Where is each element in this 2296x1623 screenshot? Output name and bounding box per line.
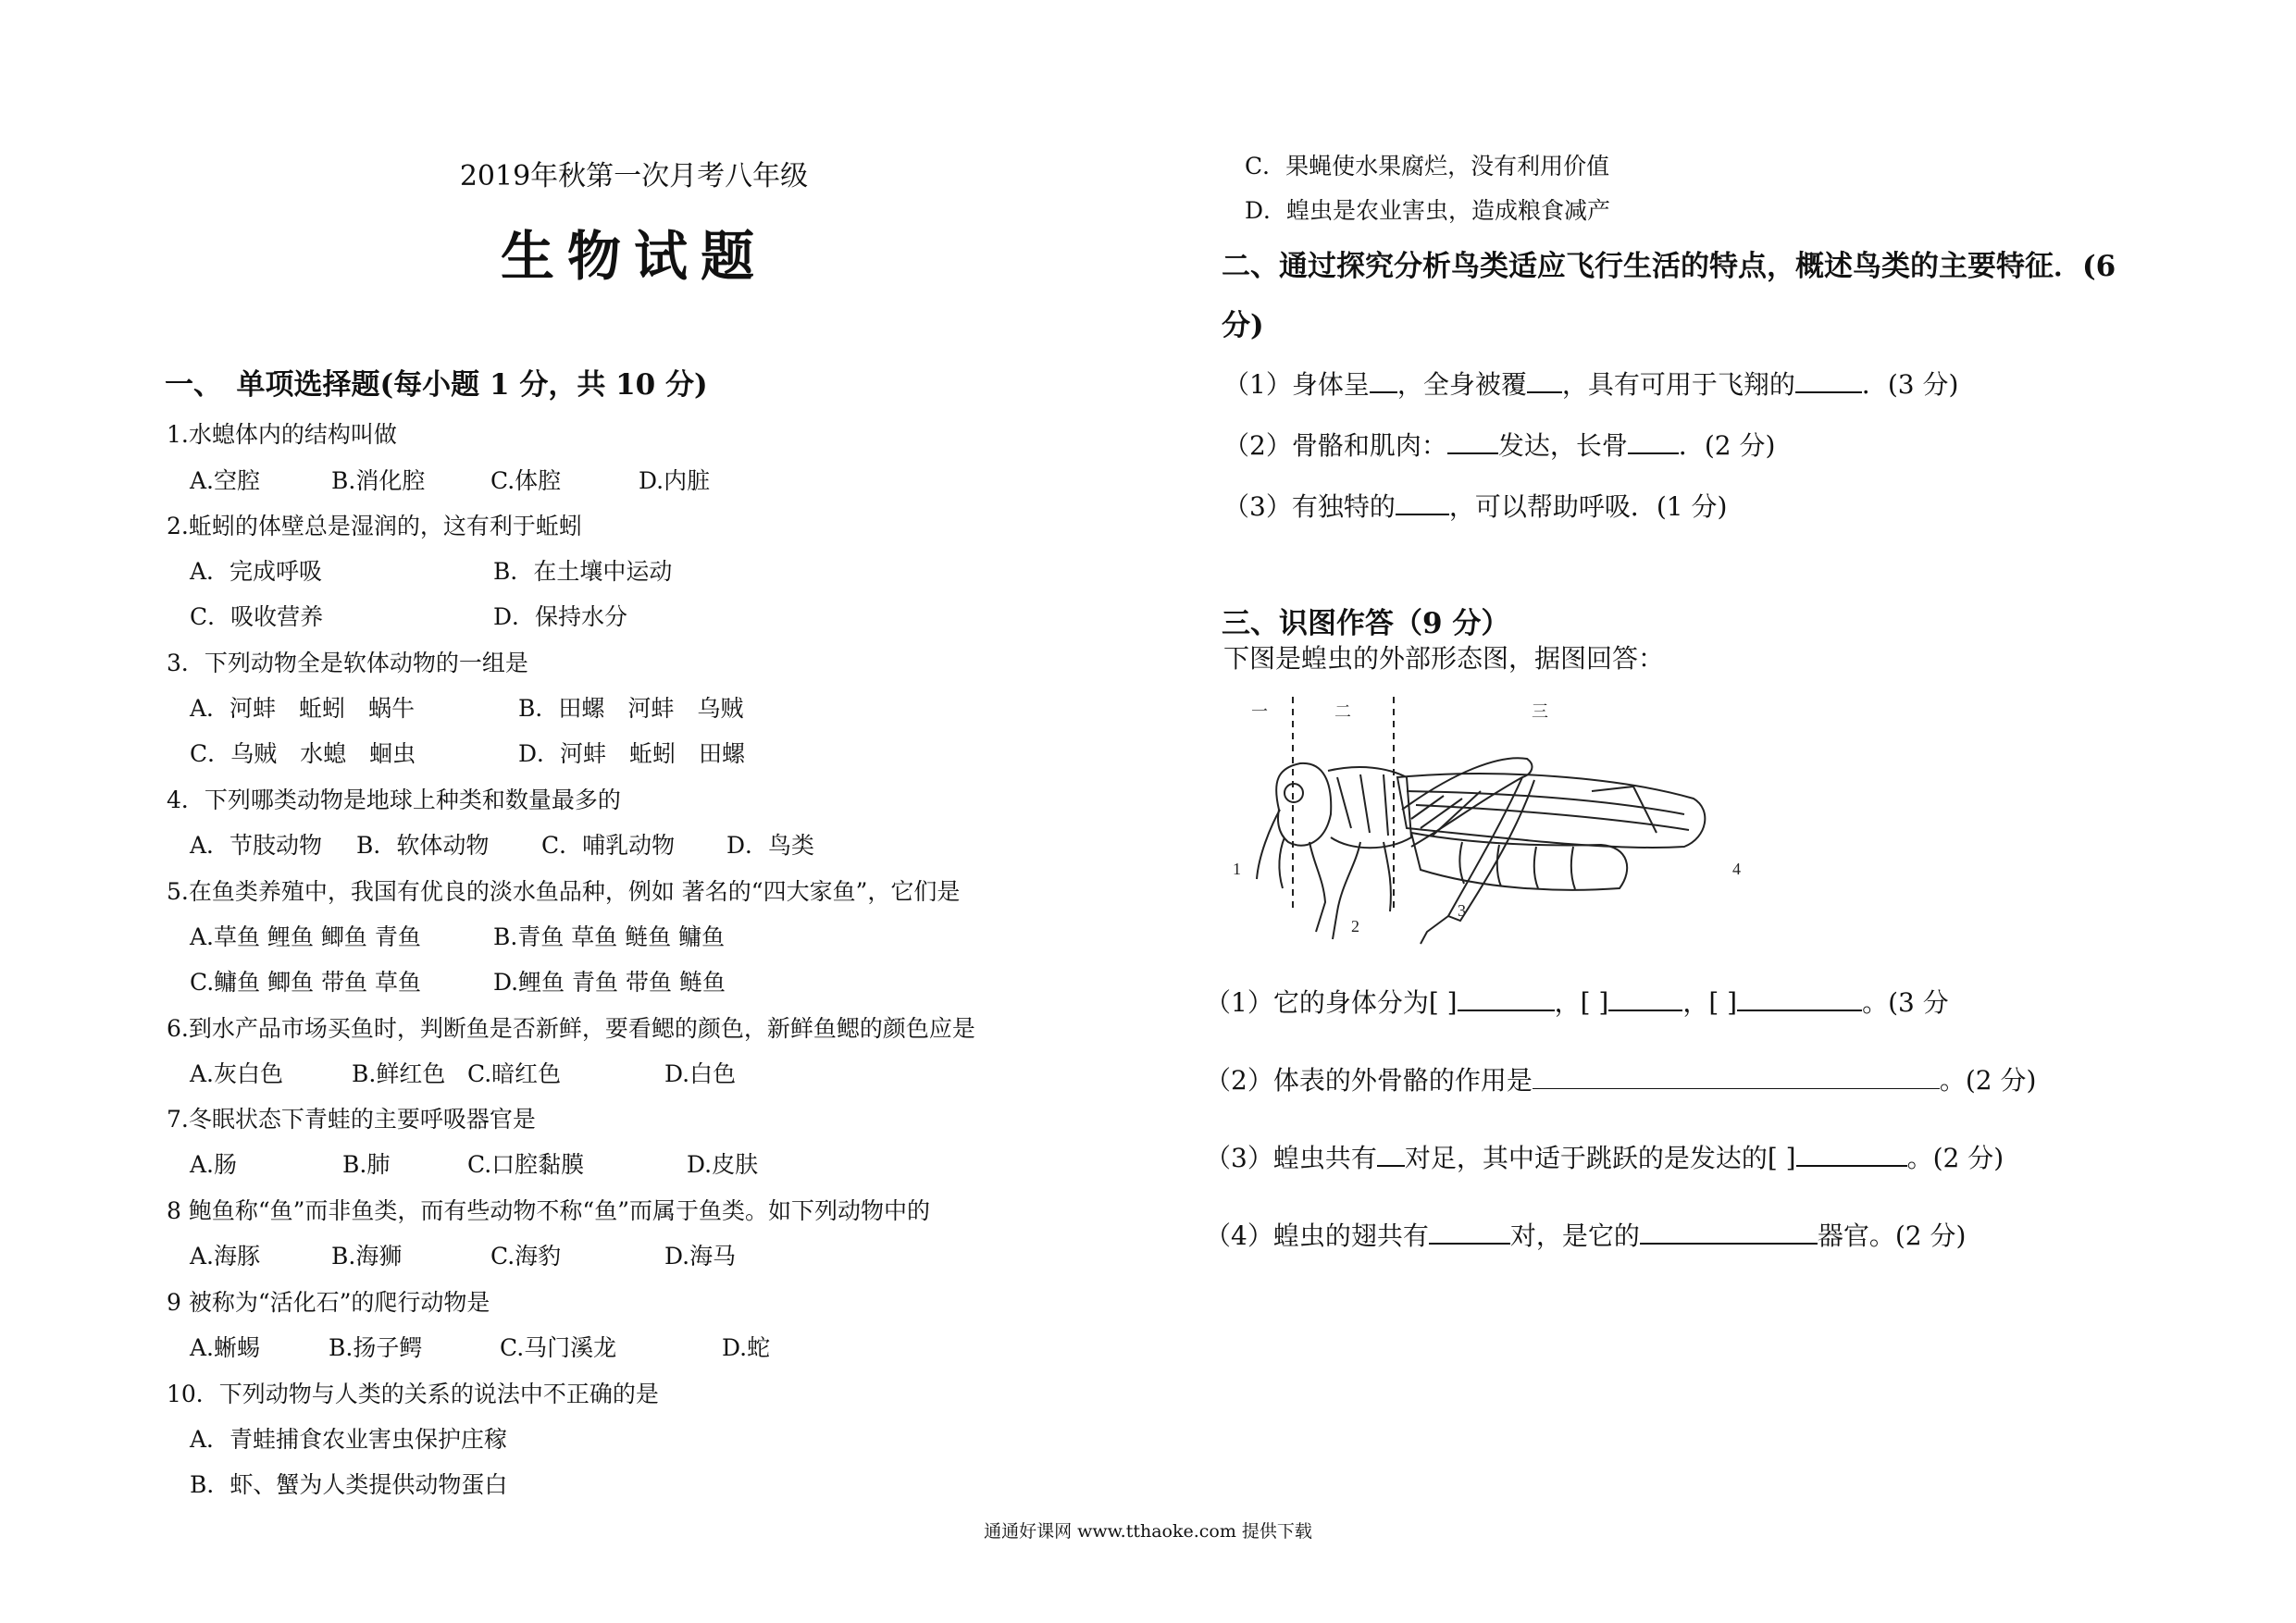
question-2-stem: 2.蚯蚓的体壁总是湿润的，这有利于蚯蚓: [167, 513, 582, 539]
question-6-stem: 6.到水产品市场买鱼时，判断鱼是否新鲜，要看鳃的颜色，新鲜鱼鳃的颜色应是: [167, 1015, 975, 1042]
diagram-label-1: 1: [1233, 860, 1241, 878]
exam-title: 生物试题: [500, 225, 767, 288]
answer-blank[interactable]: [1796, 1141, 1907, 1167]
answer-blank[interactable]: [1458, 985, 1555, 1011]
question-5-stem: 5.在鱼类养殖中，我国有优良的淡水鱼品种，例如 著名的“四大家鱼”，它们是: [167, 878, 961, 905]
q8-option-d: D.海马: [664, 1243, 737, 1270]
section-two-heading-continued: 分): [1222, 309, 1264, 342]
question-7-stem: 7.冬眠状态下青蛙的主要呼吸器官是: [167, 1106, 536, 1133]
section-three-question-3: （3）蝗虫共有 对足，其中适于跳跃的是发达的[ ] 。(2 分): [1205, 1143, 2004, 1173]
diagram-part-three-label: 三: [1532, 702, 1548, 721]
answer-blank[interactable]: [1628, 428, 1679, 454]
answer-blank[interactable]: [1370, 367, 1397, 393]
q5-option-c: C.鳙鱼 鲫鱼 带鱼 草鱼: [190, 969, 422, 996]
q7-option-d: D.皮肤: [687, 1151, 759, 1178]
q6-option-a: A.灰白色: [190, 1060, 284, 1087]
diagram-label-3: 3: [1458, 901, 1466, 920]
q3-option-d: D．河蚌 蚯蚓 田螺: [518, 740, 746, 767]
q6-option-d: D.白色: [664, 1060, 737, 1087]
question-10-stem: 10．下列动物与人类的关系的说法中不正确的是: [167, 1381, 659, 1407]
q1-option-d: D.内脏: [639, 467, 711, 494]
q10-option-d: D．蝗虫是农业害虫，造成粮食减产: [1245, 197, 1611, 224]
q2-option-d: D．保持水分: [493, 603, 628, 630]
diagram-part-one-label: 一: [1251, 702, 1268, 721]
section-one-heading: 一、 单项选择题(每小题 1 分，共 10 分): [165, 368, 708, 402]
q9-option-c: C.马门溪龙: [500, 1334, 617, 1361]
q9-option-b: B.扬子鳄: [329, 1334, 423, 1361]
section-two-heading: 二、通过探究分析鸟类适应飞行生活的特点，概述鸟类的主要特征．(6: [1222, 250, 2116, 283]
diagram-label-2: 2: [1351, 917, 1359, 935]
q8-option-c: C.海豹: [490, 1243, 562, 1270]
question-1-stem: 1.水螅体内的结构叫做: [167, 421, 397, 448]
question-4-stem: 4．下列哪类动物是地球上种类和数量最多的: [167, 787, 621, 813]
q3-option-c: C．乌贼 水螅 蛔虫: [190, 740, 416, 767]
q5-option-b: B.青鱼 草鱼 鲢鱼 鳙鱼: [493, 923, 726, 950]
q10-option-c: C．果蝇使水果腐烂，没有利用价值: [1245, 153, 1610, 180]
q10-option-a: A．青蛙捕食农业害虫保护庄稼: [190, 1426, 508, 1453]
q4-option-c: C．哺乳动物: [541, 832, 676, 859]
answer-blank[interactable]: [1795, 367, 1862, 393]
section-two-item-1: （1）身体呈 ，全身被覆 ，具有可用于飞翔的 ．(3 分): [1223, 369, 1959, 400]
q1-option-b: B.消化腔: [331, 467, 426, 494]
answer-blank[interactable]: [1447, 428, 1498, 454]
answer-blank[interactable]: [1533, 1064, 1940, 1089]
section-two-item-2: （2）骨骼和肌肉： 发达，长骨 ．(2 分): [1223, 430, 1776, 461]
q6-option-c: C.暗红色: [467, 1060, 562, 1087]
answer-blank[interactable]: [1608, 985, 1682, 1011]
q9-option-d: D.蛇: [722, 1334, 771, 1361]
diagram-label-4: 4: [1732, 860, 1741, 878]
q3-option-a: A．河蚌 蚯蚓 蜗牛: [190, 695, 416, 722]
q8-option-a: A.海豚: [190, 1243, 261, 1270]
q9-option-a: A.蜥蜴: [190, 1334, 261, 1361]
q2-option-a: A．完成呼吸: [190, 558, 323, 585]
question-8-stem: 8 鲍鱼称“鱼”而非鱼类，而有些动物不称“鱼”而属于鱼类。如下列动物中的: [167, 1197, 930, 1224]
section-three-intro: 下图是蝗虫的外部形态图，据图回答：: [1223, 643, 1665, 674]
section-three-question-2: （2）体表的外骨骼的作用是 。(2 分): [1205, 1065, 2037, 1096]
grasshopper-diagram: [1222, 689, 1758, 967]
answer-blank[interactable]: [1737, 985, 1862, 1011]
q2-option-b: B．在土壤中运动: [493, 558, 673, 585]
page-footer: 通通好课网 www.tthaoke.com 提供下载: [984, 1521, 1312, 1542]
q10-option-b: B．虾、蟹为人类提供动物蛋白: [190, 1471, 508, 1498]
question-9-stem: 9 被称为“活化石”的爬行动物是: [167, 1289, 490, 1316]
q5-option-d: D.鲤鱼 青鱼 带鱼 鲢鱼: [493, 969, 726, 996]
q7-option-b: B.肺: [342, 1151, 391, 1178]
diagram-part-two-label: 二: [1334, 702, 1351, 721]
section-two-item-3: （3）有独特的 ，可以帮助呼吸．(1 分): [1223, 491, 1728, 522]
question-3-stem: 3．下列动物全是软体动物的一组是: [167, 650, 528, 676]
q1-option-c: C.体腔: [490, 467, 562, 494]
q1-option-a: A.空腔: [190, 467, 261, 494]
answer-blank[interactable]: [1429, 1219, 1510, 1245]
q6-option-b: B.鲜红色: [352, 1060, 446, 1087]
q3-option-b: B．田螺 河蚌 乌贼: [518, 695, 744, 722]
q4-option-d: D．鸟类: [726, 832, 815, 859]
answer-blank[interactable]: [1396, 489, 1449, 515]
answer-blank[interactable]: [1527, 367, 1562, 393]
q4-option-a: A．节肢动物: [190, 832, 323, 859]
q4-option-b: B．软体动物: [356, 832, 490, 859]
q8-option-b: B.海狮: [331, 1243, 403, 1270]
section-three-heading: 三、识图作答（9 分）: [1222, 607, 1510, 640]
q5-option-a: A.草鱼 鲤鱼 鲫鱼 青鱼: [190, 923, 421, 950]
section-three-question-4: （4）蝗虫的翅共有 对，是它的 器官。(2 分): [1205, 1220, 1967, 1251]
section-three-question-1: （1）它的身体分为[ ] ，[ ] ，[ ] 。(3 分: [1205, 987, 1949, 1018]
answer-blank[interactable]: [1640, 1219, 1818, 1245]
q7-option-a: A.肠: [190, 1151, 238, 1178]
q2-option-c: C．吸收营养: [190, 603, 324, 630]
q7-option-c: C.口腔黏膜: [467, 1151, 585, 1178]
exam-subtitle: 2019年秋第一次月考八年级: [459, 160, 809, 192]
answer-blank[interactable]: [1377, 1141, 1405, 1167]
